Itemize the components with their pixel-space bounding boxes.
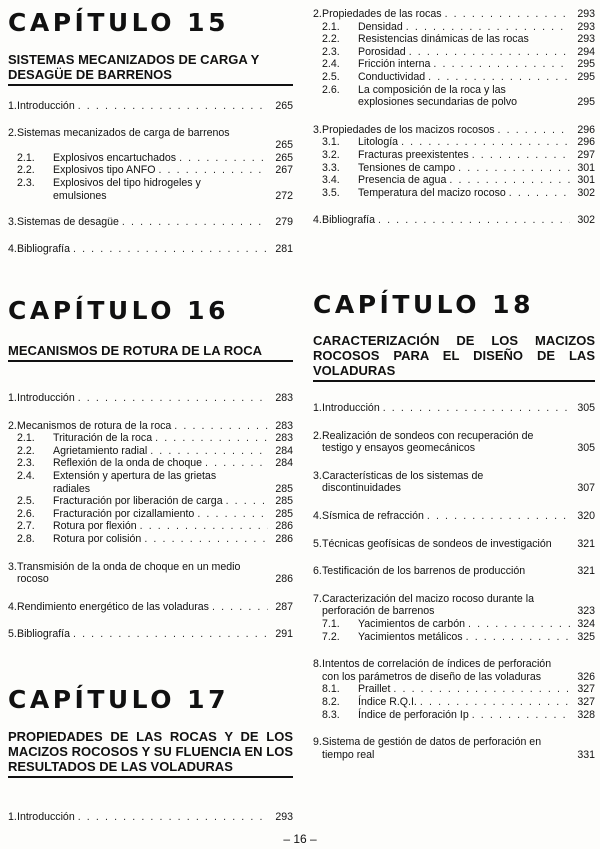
toc-entry[interactable]: 1. Introducción . . . 265 [8,100,293,113]
toc-entry[interactable]: 7.2. Yacimientos metálicos . . . 325 [313,631,595,644]
toc-entry[interactable]: 3.1. Litología . . . 296 [313,136,595,149]
toc-entry[interactable]: 8.1. Praillet . . . 327 [313,683,595,696]
toc-entry[interactable]: 3. Sistemas de desagüe . . . 279 [8,216,293,229]
toc-entry[interactable]: 2. Propiedades de las rocas . . . 293 [313,8,595,21]
toc-entry[interactable]: 8.3. Índice de perforación Ip . . . 328 [313,709,595,722]
chapter-18-toc [313,402,595,761]
toc-entry[interactable]: 9. Sistema de gestión de datos de perforación en tiempo real 331 [313,736,595,761]
toc-entry[interactable]: 7. Caracterización del macizo rocoso durante la perforación de barrenos 323 [313,592,595,618]
chapter-16-title: MECANISMOS DE ROTURA DE LA ROCA [8,343,293,362]
toc-entry[interactable]: 2. Mecanismos de rotura de la roca . . . 283 [8,420,293,433]
chapter-17-toc-start [8,811,293,824]
toc-entry[interactable]: 3. Transmisión de la onda de choque en un medio rocoso 286 [8,560,293,586]
chapter-18-title: CARACTERIZACIÓN DE LOS MACIZOS ROCOSOS PARA EL DISEÑO DE LAS VOLADURAS [313,333,595,382]
toc-entry[interactable]: 4. Bibliografía . . . 302 [313,214,595,227]
toc-entry[interactable]: 5. Técnicas geofísicas de sondeos de investigación 321 [313,537,595,550]
toc-entry[interactable]: 2.1. Explosivos encartuchados . . . 265 [8,152,293,165]
toc-entry[interactable]: 2. Sistemas mecanizados de carga de barrenos 265 [8,126,293,152]
toc-entry[interactable]: 4. Rendimiento energético de las voladuras . . . 287 [8,601,293,614]
page-number: – 16 – [283,832,317,846]
toc-entry[interactable]: 2.1. Trituración de la roca . . . 283 [8,432,293,445]
chapter-17-toc-cont [313,8,595,227]
toc-entry[interactable]: 3.4. Presencia de agua . . . 301 [313,174,595,187]
toc-entry[interactable]: 8. Intentos de correlación de índices de perforación con los parámetros de diseño de las voladuras 326 [313,658,595,683]
chapter-15-toc [8,100,293,255]
chapter-15-title: SISTEMAS MECANIZADOS DE CARGA Y DESAGÜE DE BARRENOS [8,52,293,86]
toc-entry[interactable]: 1. Introducción . . . 305 [313,402,595,415]
toc-entry[interactable]: 3. Características de los sistemas de discontinuidades 307 [313,469,595,495]
toc-entry[interactable]: 2.2. Agrietamiento radial . . . 284 [8,445,293,458]
chapter-17-title: PROPIEDADES DE LAS ROCAS Y DE LOS MACIZOS ROCOSOS Y SU FLUENCIA EN LOS RESULTADOS DE LAS VOLADURAS [8,729,293,778]
toc-entry[interactable]: 1. Introducción . . . 283 [8,392,293,405]
toc-entry[interactable]: 3.2. Fracturas preexistentes . . . 297 [313,149,595,162]
toc-entry[interactable]: 2. Realización de sondeos con recuperación de testigo y ensayos geomecánicos 305 [313,429,595,455]
toc-entry[interactable]: 2.6. La composición de la roca y las explosiones secundarias de polvo 295 [322,83,595,109]
toc-entry[interactable]: 4. Sísmica de refracción . . . 320 [313,510,595,523]
toc-entry[interactable]: 3. Propiedades de los macizos rocosos . . . 296 [313,124,595,137]
chapter-16-heading: CAPÍTULO 16 [8,296,229,325]
toc-entry[interactable]: 5. Bibliografía . . . 291 [8,628,293,641]
toc-entry[interactable]: 2.5. Conductividad . . . 295 [313,71,595,84]
toc-entry[interactable]: 2.2. Explosivos tipo ANFO . . . 267 [8,164,293,177]
toc-entry[interactable]: 2.2. Resistencias dinámicas de las rocas 293 [322,33,595,46]
toc-entry[interactable]: 7.1. Yacimientos de carbón . . . 324 [313,618,595,631]
toc-entry[interactable]: 3.3. Tensiones de campo . . . 301 [313,162,595,175]
toc-entry[interactable]: 2.6. Fracturación por cizallamiento . . . 285 [8,508,293,521]
toc-entry[interactable]: 2.7. Rotura por flexión . . . 286 [8,520,293,533]
chapter-15-heading: CAPÍTULO 15 [8,8,229,37]
toc-entry[interactable]: 4. Bibliografía . . . 281 [8,243,293,256]
toc-entry[interactable]: 2.8. Rotura por colisión . . . 286 [8,533,293,546]
chapter-17-heading: CAPÍTULO 17 [8,685,229,714]
toc-entry[interactable]: 2.3. Explosivos del tipo hidrogeles y emulsiones 272 [17,176,293,202]
toc-entry[interactable]: 8.2. Índice R.Q.I. . . . 327 [313,696,595,709]
toc-entry[interactable]: 2.4. Fricción interna . . . 295 [313,58,595,71]
toc-entry[interactable]: 2.1. Densidad . . . 293 [313,21,595,34]
toc-entry[interactable]: 2.4. Extensión y apertura de las grietas radiales 285 [17,469,293,495]
toc-entry[interactable]: 2.3. Porosidad . . . 294 [313,46,595,59]
toc-entry[interactable]: 2.5. Fracturación por liberación de carga . . . 285 [8,495,293,508]
chapter-16-toc [8,392,293,641]
chapter-18-heading: CAPÍTULO 18 [313,290,534,319]
toc-entry[interactable]: 6. Testificación de los barrenos de producción 321 [313,565,595,578]
toc-entry[interactable]: 1. Introducción . . . 293 [8,811,293,824]
toc-entry[interactable]: 2.3. Reflexión de la onda de choque . . . 284 [8,457,293,470]
toc-entry[interactable]: 3.5. Temperatura del macizo rocoso . . . 302 [313,187,595,200]
